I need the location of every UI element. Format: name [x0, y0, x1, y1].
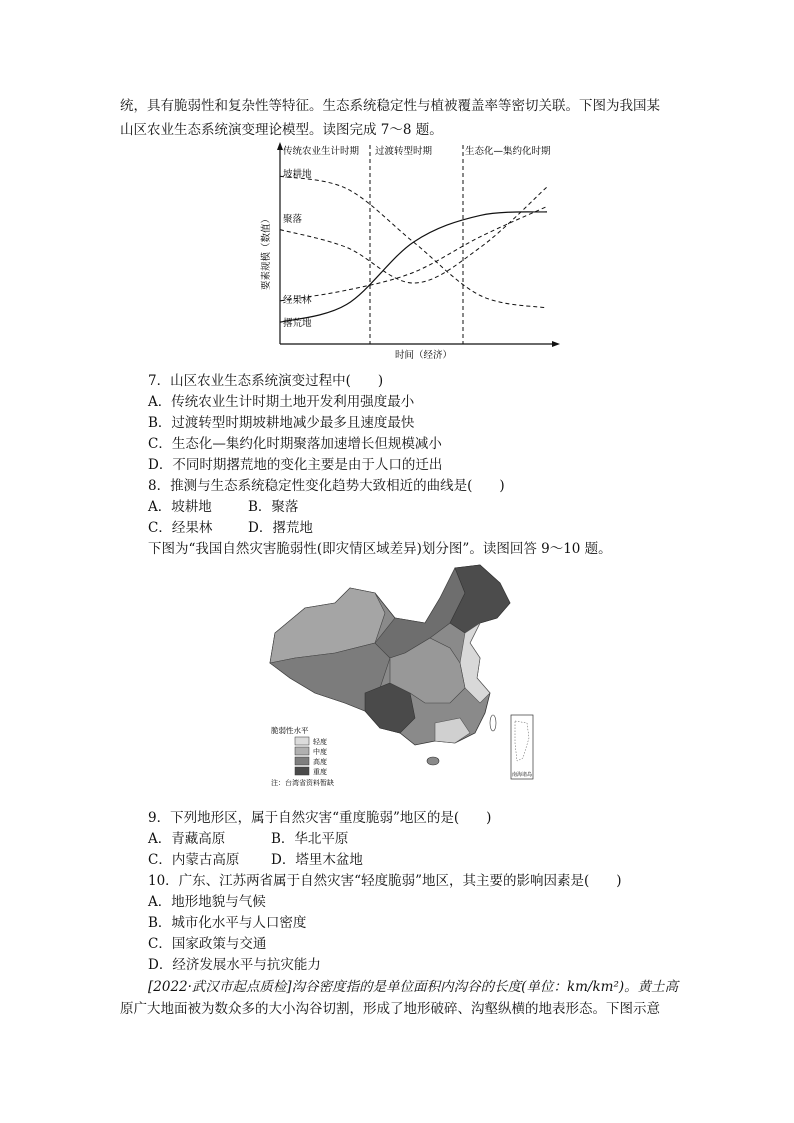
q10-option-a: A．地形地貌与气候: [148, 894, 266, 910]
q9-option-d: D．塔里木盆地: [271, 852, 363, 868]
q8-stem: 8．推测与生态系统稳定性变化趋势大致相近的曲线是( ): [148, 478, 505, 494]
legend-item-high: 高度: [313, 758, 327, 766]
legend-item-light: 轻度: [313, 738, 327, 746]
series-label-abandoned-land: 撂荒地: [283, 318, 312, 329]
q7-option-a: A．传统农业生计时期土地开发利用强度最小: [148, 394, 415, 410]
q7-option-c: C．生态化—集约化时期聚落加速增长但规模减小: [148, 436, 442, 452]
q9-option-b: B．华北平原: [271, 831, 349, 847]
intro-line-1: 统，具有脆弱性和复杂性等特征。生态系统稳定性与植被覆盖率等密切关联。下图为我国某: [120, 98, 660, 114]
evolution-chart: [255, 140, 565, 365]
map-note: 注：台湾省资料暂缺: [271, 779, 334, 787]
series-line-orchard: [280, 207, 547, 301]
q10-stem: 10．广东、江苏两省属于自然灾害“轻度脆弱”地区，其主要的影响因素是( ): [148, 873, 622, 889]
q10-option-d: D．经济发展水平与抗灾能力: [148, 957, 321, 973]
y-axis-label: 要素规模（数值）: [261, 213, 272, 290]
series-label-settlement: 聚落: [283, 214, 303, 225]
inset-label: 南海诸岛: [512, 772, 533, 778]
q8-option-c: C．经果林: [148, 520, 213, 536]
passage-line-2: 原广大地面被为数众多的大小沟谷切割，形成了地形破碎、沟壑纵横的地表形态。下图示意: [120, 1001, 660, 1017]
series-label-slope-farmland: 坡耕地: [283, 169, 312, 180]
series-line-settlement: [280, 187, 547, 283]
map-legend-title: 脆弱性水平: [271, 726, 309, 735]
period-label-2: 过渡转型时期: [375, 146, 433, 157]
period-label-1: 传统农业生计时期: [283, 146, 360, 157]
q10-option-b: B．城市化水平与人口密度: [148, 915, 307, 931]
series-line-abandoned-land: [280, 212, 547, 322]
q9-option-a: A．青藏高原: [148, 831, 226, 847]
q9-stem: 9．下列地形区，属于自然灾害“重度脆弱”地区的是( ): [148, 810, 492, 826]
china-vulnerability-map: [265, 563, 535, 793]
x-axis-label: 时间（经济）: [395, 350, 453, 361]
legend-item-severe: 重度: [313, 768, 327, 776]
q10-option-c: C．国家政策与交通: [148, 936, 267, 952]
q7-stem: 7．山区农业生态系统演变过程中( ): [148, 373, 384, 389]
q9-option-c: C．内蒙古高原: [148, 852, 240, 868]
q7-option-b: B．过渡转型时期坡耕地减少最多且速度最快: [148, 415, 415, 431]
q8-option-a: A．坡耕地: [148, 499, 212, 515]
series-label-orchard: 经果林: [283, 295, 312, 306]
map-intro: 下图为“我国自然灾害脆弱性(即灾情区域差异)划分图”。读图回答 9～10 题。: [148, 541, 612, 557]
intro-line-2: 山区农业生态系统演变理论模型。读图完成 7～8 题。: [120, 122, 443, 138]
legend-item-medium: 中度: [313, 748, 327, 756]
period-label-3: 生态化—集约化时期: [465, 146, 551, 157]
passage-line-1: [2022·武汉市起点质检]沟谷密度指的是单位面积内沟谷的长度(单位：km/km²)。黄土高: [148, 979, 679, 995]
q8-option-d: D．撂荒地: [248, 520, 313, 536]
q8-option-b: B．聚落: [248, 499, 299, 515]
q7-option-d: D．不同时期撂荒地的变化主要是由于人口的迁出: [148, 457, 443, 473]
